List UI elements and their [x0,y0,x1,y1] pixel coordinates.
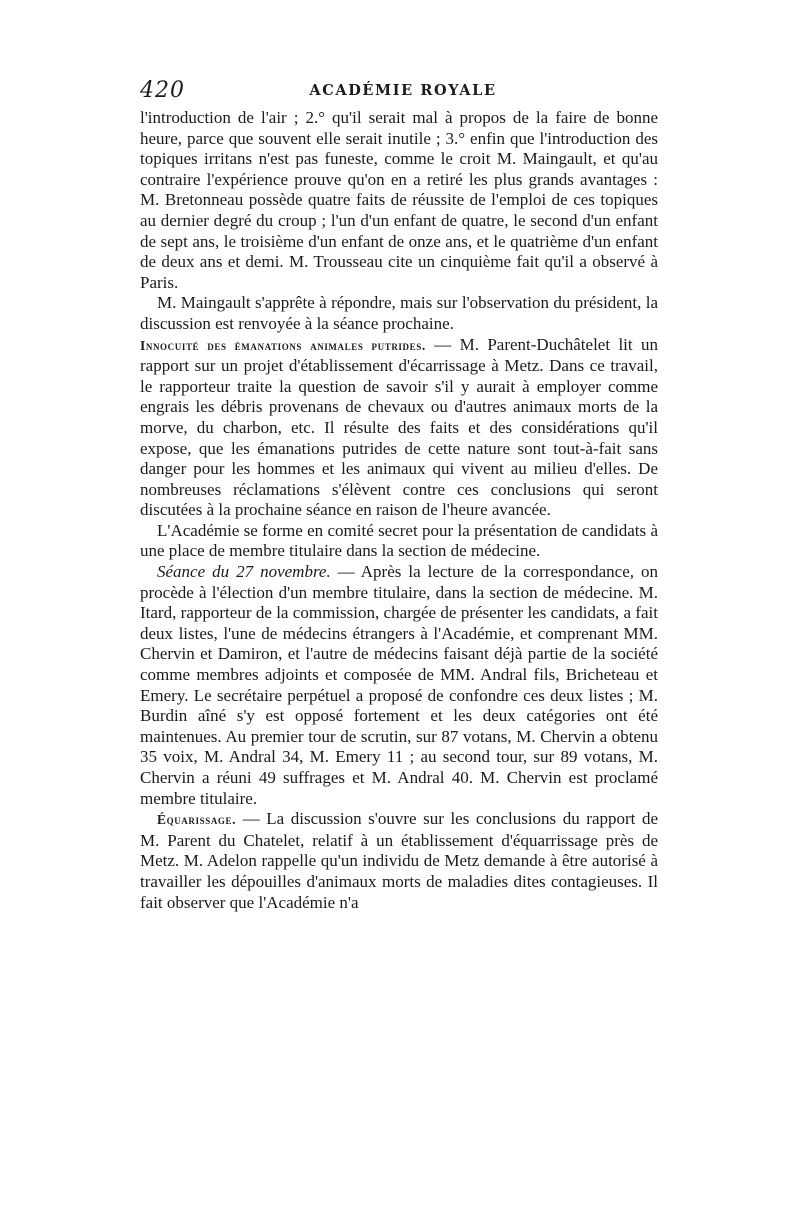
page-number: 420 [140,78,185,103]
paragraph-5-text: — Après la lecture de la correspondance, on procède à l'élection d'un membre titulaire, dans la section de médecine. M. Itard, rapporteur de la commission, chargée de présenter les candidats, a fait deux listes, l'une de médecins étrangers à l'Académie, et comprenant MM. Chervin et Damiron, et l'autre de médecins faisant déjà partie de la société comme membres adjoints et composée de MM. Andral fils, Bricheteau et Emery. Le secrétaire perpétuel a proposé de confondre ces deux listes ; M. Burdin aîné s'y est opposé fortement et les deux catégories ont été maintenues. Au premier tour de scrutin, sur 87 votans, M. Chervin a obtenu 35 voix, M. Andral 34, M. Emery 11 ; au second tour, sur 89 votans, M. Chervin a réuni 49 suffrages et M. Andral 40. M. Chervin est proclamé membre titulaire. [140,562,658,808]
paragraph-1 [140,108,658,293]
paragraph-2 [140,293,658,334]
paragraph-1-text: l'introduction de l'air ; 2.° qu'il serait mal à propos de la faire de bonne heure, parce que souvent elle serait inutile ; 3.° enfin que l'introduction des topiques irritans n'est pas funeste, comme le croit M. Maingault, et qu'au contraire l'expérience prouve qu'on en a retiré les plus grands avantages : M. Bretonneau possède quatre faits de réussite de l'emploi de ces topiques au dernier degré du croup ; l'un d'un enfant de quatre, le second d'un enfant de sept ans, le troisième d'un enfant de onze ans, et le quatrième d'un enfant de deux ans et demi. M. Trousseau cite un cinquième fait qu'il a observé à Paris. [140,108,658,292]
paragraph-6 [140,809,658,913]
paragraph-6-text: — La discussion s'ouvre sur les conclusions du rapport de M. Parent du Chatelet, relatif à un établissement d'équarrissage près de Metz. M. Adelon rappelle qu'un individu de Metz demande à être autorisé à travailler les dépouilles d'animaux morts de maladies dites contagieuses. Il fait observer que l'Académie n'a [140,809,658,912]
paragraph-3 [140,335,658,521]
paragraph-5 [140,562,658,809]
page-header [140,78,666,110]
body-text [140,108,658,913]
paragraph-3-text: — M. Parent-Duchâtelet lit un rapport sur un projet d'établissement d'écarrissage à Metz. Dans ce travail, le rapporteur traite la question de savoir s'il y aurait à employer comme engrais les débris provenans de chevaux ou d'autres animaux morts de la morve, du charbon, etc. Il résulte des faits et des considérations qu'il expose, que les émanations putrides de cette nature sont tout-à-fait sans danger pour les hommes et les animaux qui vivent au milieu d'elles. De nombreuses réclamations s'élèvent contre ces conclusions qui seront discutées à la prochaine séance en raison de l'heure avancée. [140,334,658,520]
paragraph-4-text: L'Académie se forme en comité secret pour la présentation de candidats à une place de membre titulaire dans la section de médecine. [140,520,658,561]
session-date-heading: Séance du 27 novembre. [157,562,331,582]
section-heading-equarissage: Équarissage. [157,812,237,828]
paragraph-4 [140,521,658,562]
paragraph-2-text: M. Maingault s'apprête à répondre, mais sur l'observation du président, la discussion est renvoyée à la séance prochaine. [140,293,658,333]
section-heading-innocuite: Innocuité des émanations animales putrides. [140,337,426,353]
running-head: ACADÉMIE ROYALE [309,82,497,99]
